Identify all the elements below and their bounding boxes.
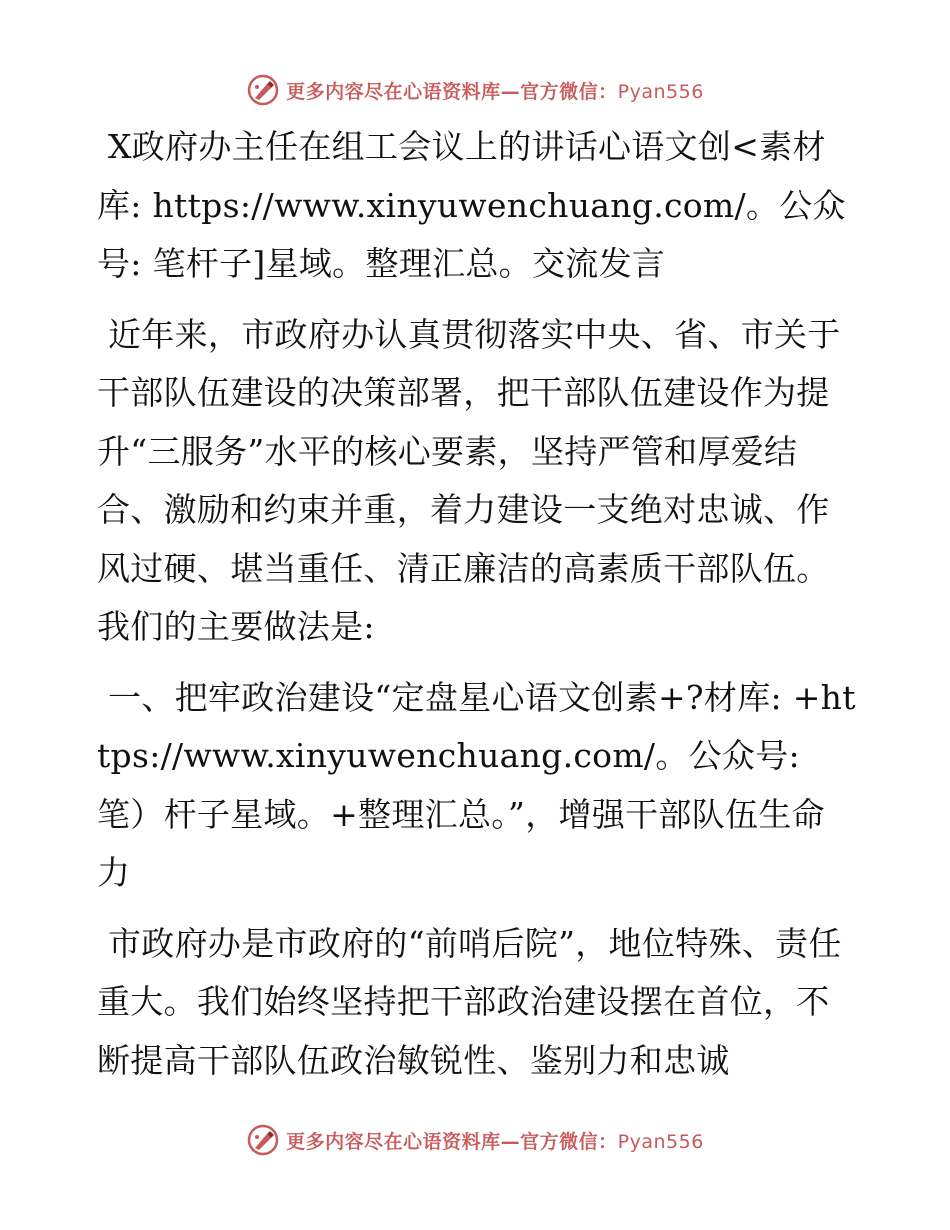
pen-logo-icon bbox=[246, 1123, 280, 1157]
document-title-paragraph: X政府办主任在组工会议上的讲话心语文创<素材库: https://www.xinyuwenchuang.com/。公众号: 笔杆子]星域。整理汇总。交流发言 bbox=[97, 127, 846, 283]
watermark-wechat-id: Pyan556 bbox=[617, 80, 704, 103]
header-watermark bbox=[0, 70, 950, 110]
body-paragraph: 市政府办是市政府的“前哨后院”，地位特殊、责任重大。我们始终坚持把干部政治建设摆在首位，不断提高干部队伍政治敏锐性、鉴别力和忠诚 bbox=[97, 923, 842, 1080]
pen-logo-icon bbox=[246, 73, 280, 107]
watermark-wechat-id: Pyan556 bbox=[617, 1130, 704, 1153]
document-body bbox=[97, 118, 857, 1090]
watermark-label: 更多内容尽在心语资料库—官方微信： bbox=[286, 1130, 618, 1153]
body-paragraph: 近年来，市政府办认真贯彻落实中央、省、市关于干部队伍建设的决策部署，把干部队伍建设作为提升“三服务”水平的核心要素，坚持严管和厚爱结合、激励和约束并重，着力建设一支绝对忠诚、作风过硬、堪当重任、清正廉洁的高素质干部队伍。我们的主要做法是: bbox=[97, 314, 841, 646]
watermark-text bbox=[286, 1127, 704, 1154]
watermark-label: 更多内容尽在心语资料库—官方微信： bbox=[286, 80, 618, 103]
watermark-text bbox=[286, 77, 704, 104]
footer-watermark bbox=[0, 1120, 950, 1160]
section-heading-paragraph: 一、把牢政治建设“定盘星心语文创素+?材库: +https://www.xinyuwenchuang.com/。公众号: 笔）杆子星域。+整理汇总。”，增强干部队伍生命力 bbox=[97, 677, 856, 892]
